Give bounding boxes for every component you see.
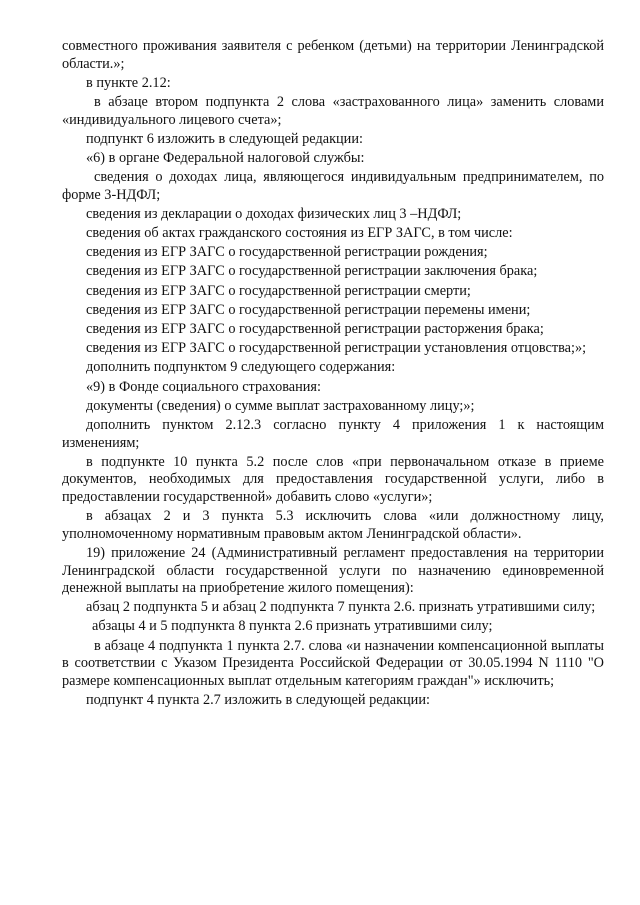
paragraph-tax-service: «6) в органе Федеральной налоговой службы: [86,149,365,166]
paragraph-subpoint-8-void: абзацы 4 и 5 подпункта 8 пункта 2.6 признать утратившими силу; [92,618,493,635]
paragraph-point-2-7-exclude: в абзаце 4 подпункта 1 пункта 2.7. слова «и назначении компенсационной выплаты в соответствии с Указом Президента Российской Федерации от 30.05.1994 N 1110 "О размере компенсационных выплат отдельным категориям граждан"» исключить; [62,637,604,689]
paragraph-add-subpoint-9: дополнить подпунктом 9 следующего содержания: [86,359,396,376]
paragraph-point-5-3-exclude: в абзацах 2 и 3 пункта 5.3 исключить слова «или должностному лицу, уполномоченному нормативным правовым актом Ленинградской области». [62,508,604,542]
paragraph-insured-payments: документы (сведения) о сумме выплат застрахованному лицу;»; [86,397,475,414]
paragraph-appendix-24: 19) приложение 24 (Административный регламент предоставления на территории Ленинградской области государственной услуги по назначению единовременной денежной выплаты на приобретение жилого помещения): [62,544,604,597]
paragraph-3ndfl-declaration: сведения из декларации о доходах физических лиц 3 –НДФЛ; [86,205,462,222]
paragraph-marriage-registration: сведения из ЕГР ЗАГС о государственной регистрации заключения брака; [86,263,538,280]
paragraph-add-point-2-12-3: дополнить пунктом 2.12.3 согласно пункту 4 приложения 1 к настоящим изменениям; [62,416,604,451]
paragraph-death-registration: сведения из ЕГР ЗАГС о государственной регистрации смерти; [86,282,471,299]
paragraph-subpoint-10-point-5-2: в подпункте 10 пункта 5.2 после слов «при первоначальном отказе в приеме документов, необходимых для предоставления государственной услуги, либо в предоставлении государственной» добавить слово «услуги»; [62,453,604,505]
paragraph-social-insurance-fund: «9) в Фонде социального страхования: [86,378,321,395]
paragraph-birth-registration: сведения из ЕГР ЗАГС о государственной регистрации рождения; [86,244,488,261]
paragraph-cohabitation-end: совместного проживания заявителя с ребенком (детьми) на территории Ленинградской области.»; [62,38,604,72]
paragraph-subpoint-4-point-2-7: подпункт 4 пункта 2.7 изложить в следующей редакции: [86,692,430,709]
paragraph-paternity-registration: сведения из ЕГР ЗАГС о государственной регистрации установления отцовства;»; [86,340,587,357]
paragraph-civil-acts: сведения об актах гражданского состояния из ЕГР ЗАГС, в том числе: [86,225,513,242]
paragraph-point-2-12: в пункте 2.12: [86,74,171,91]
paragraph-divorce-registration: сведения из ЕГР ЗАГС о государственной регистрации расторжения брака; [86,321,544,338]
paragraph-point-2-6-void: абзац 2 подпункта 5 и абзац 2 подпункта 7 пункта 2.6. признать утратившими силу; [86,599,596,616]
paragraph-subpoint-6-header: подпункт 6 изложить в следующей редакции: [86,130,363,147]
paragraph-name-change-registration: сведения из ЕГР ЗАГС о государственной регистрации перемены имени; [86,301,531,318]
paragraph-subpoint-2-replace: в абзаце втором подпункта 2 слова «застрахованного лица» заменить словами «индивидуального лицевого счета»; [62,93,604,128]
paragraph-entrepreneur-income: сведения о доходах лица, являющегося индивидуальным предпринимателем, по форме 3-НДФЛ; [62,169,604,203]
